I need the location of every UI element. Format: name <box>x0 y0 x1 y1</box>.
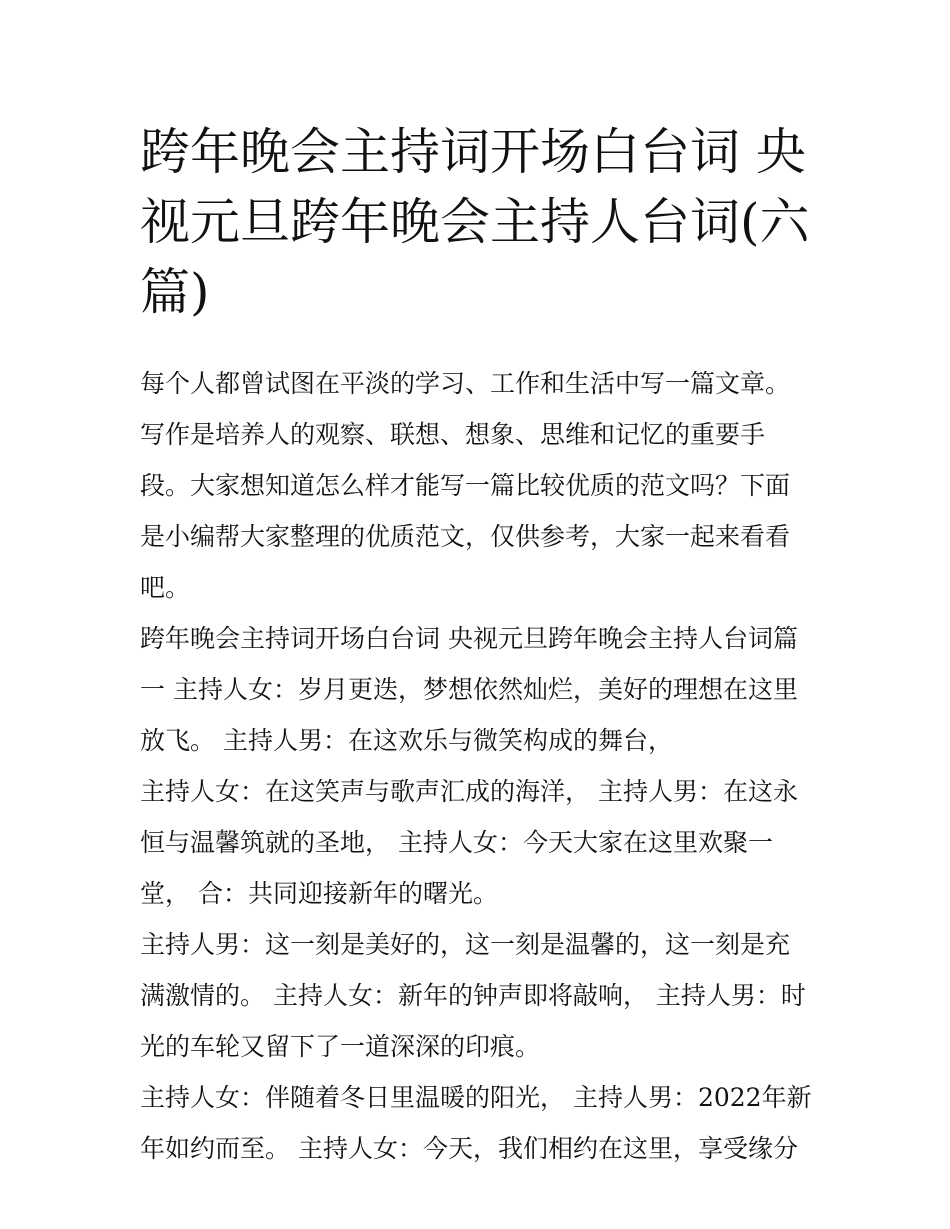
document-title: 跨年晚会主持词开场白台词 央视元旦跨年晚会主持人台词(六篇) <box>140 123 810 321</box>
paragraph-intro: 每个人都曾试图在平淡的学习、工作和生活中写一篇文章。写作是培养人的观察、联想、想象、思维和记忆的重要手段。大家想知道怎么样才能写一篇比较优质的范文吗？下面是小编帮大家整理的优质范文，仅供参考，大家一起来看看吧。 <box>140 369 791 602</box>
paragraph-3: 主持人男：这一刻是美好的，这一刻是温馨的，这一刻是充满激情的。 主持人女：新年的钟声即将敲响， 主持人男：时光的车轮又留下了一道深深的印痕。 <box>140 930 806 1061</box>
paragraph-2: 主持人女：在这笑声与歌声汇成的海洋， 主持人男：在这永恒与温馨筑就的圣地， 主持人女：今天大家在这里欢聚一堂， 合：共同迎接新年的曙光。 <box>140 777 798 908</box>
paragraph-4: 主持人女：伴随着冬日里温暖的阳光， 主持人男：2022年新年如约而至。 主持人女：今天，我们相约在这里，享受缘分 <box>140 1083 812 1163</box>
paragraph-1: 跨年晚会主持词开场白台词 央视元旦跨年晚会主持人台词篇一 主持人女：岁月更迭，梦想依然灿烂，美好的理想在这里放飞。 主持人男：在这欢乐与微笑构成的舞台， <box>140 624 798 755</box>
document-body <box>140 358 812 1174</box>
